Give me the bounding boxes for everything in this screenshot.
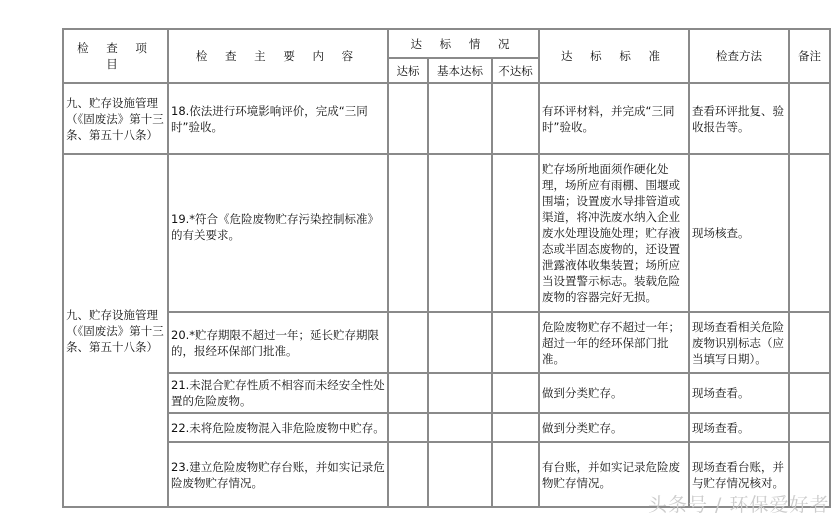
remark-cell[interactable] [789,83,830,154]
header-content: 检 查 主 要 内 容 [168,29,388,83]
standard-cell: 有台账，并如实记录危险废物贮存情况。 [539,442,689,507]
category-cell: 九、贮存设施管理（《固废法》第十三条、第五十八条） [63,83,168,154]
method-cell: 现场查看相关危险废物识别标志（应当填写日期）。 [689,312,789,373]
method-cell: 现场查看台账，并与贮存情况核对。 [689,442,789,507]
content-cell: 19.*符合《危险废物贮存污染控制标准》的有关要求。 [168,154,388,312]
header-pass: 达标 [388,58,428,83]
pass-cell[interactable] [388,312,428,373]
basic-pass-cell[interactable] [428,413,492,442]
basic-pass-cell[interactable] [428,442,492,507]
fail-cell[interactable] [492,373,539,413]
fail-cell[interactable] [492,83,539,154]
fail-cell[interactable] [492,154,539,312]
standard-cell: 做到分类贮存。 [539,373,689,413]
pass-cell[interactable] [388,373,428,413]
table-row [63,413,830,442]
table-row [63,373,830,413]
basic-pass-cell[interactable] [428,312,492,373]
basic-pass-cell[interactable] [428,154,492,312]
category-cell: 九、贮存设施管理（《固废法》第十三条、第五十八条） [63,154,168,507]
pass-cell[interactable] [388,442,428,507]
pass-cell[interactable] [388,83,428,154]
fail-cell[interactable] [492,312,539,373]
fail-cell[interactable] [492,442,539,507]
method-cell: 查看环评批复、验收报告等。 [689,83,789,154]
table-row [63,83,830,154]
basic-pass-cell[interactable] [428,83,492,154]
table-row [63,154,830,312]
method-cell: 现场核查。 [689,154,789,312]
inspection-table [62,28,831,508]
standard-cell: 有环评材料，并完成“三同时”验收。 [539,83,689,154]
pass-cell[interactable] [388,413,428,442]
content-cell: 22.未将危险废物混入非危险废物中贮存。 [168,413,388,442]
fail-cell[interactable] [492,413,539,442]
remark-cell[interactable] [789,373,830,413]
header-fail: 不达标 [492,58,539,83]
table-row [63,312,830,373]
remark-cell[interactable] [789,413,830,442]
content-cell: 23.建立危险废物贮存台账，并如实记录危险废物贮存情况。 [168,442,388,507]
remark-cell[interactable] [789,154,830,312]
header-remark: 备注 [789,29,830,83]
header-standard: 达 标 标 准 [539,29,689,83]
watermark: 头条号 / 环保爱好者 [648,494,830,516]
method-cell: 现场查看。 [689,373,789,413]
standard-cell: 做到分类贮存。 [539,413,689,442]
pass-cell[interactable] [388,154,428,312]
content-cell: 20.*贮存期限不超过一年；延长贮存期限的，报经环保部门批准。 [168,312,388,373]
method-cell: 现场查看。 [689,413,789,442]
content-cell: 18.依法进行环境影响评价，完成“三同时”验收。 [168,83,388,154]
header-method: 检查方法 [689,29,789,83]
header-item: 检 查 项 目 [63,29,168,83]
content-cell: 21.未混合贮存性质不相容而未经安全性处置的危险废物。 [168,373,388,413]
standard-cell: 危险废物贮存不超过一年；超过一年的经环保部门批准。 [539,312,689,373]
header-basic-pass: 基本达标 [428,58,492,83]
remark-cell[interactable] [789,312,830,373]
standard-cell: 贮存场所地面须作硬化处理，场所应有雨棚、围堰或围墙；设置废水导排管道或渠道，将冲洗废水纳入企业废水处理设施处理；贮存液态或半固态废物的，还设置泄露液体收集装置；场所应当设置警示标志。装载危险废物的容器完好无损。 [539,154,689,312]
header-status: 达 标 情 况 [388,29,539,58]
basic-pass-cell[interactable] [428,373,492,413]
